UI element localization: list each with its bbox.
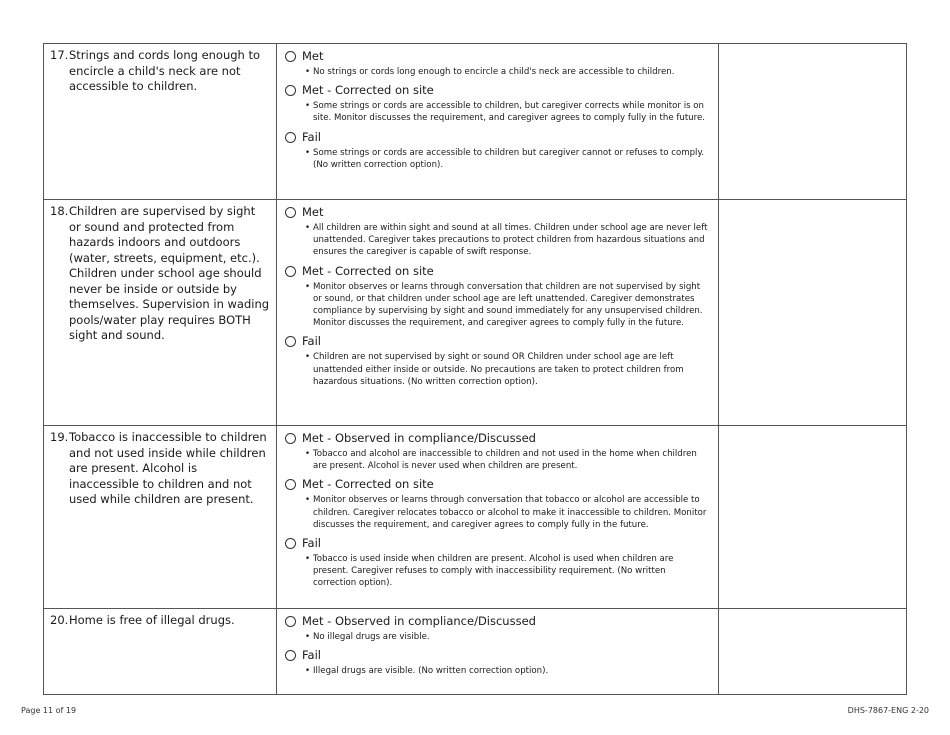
requirement-number: 19. [50, 430, 69, 444]
bullet-icon: • [305, 147, 311, 158]
bullet-icon: • [305, 101, 311, 112]
option-label: Met - Corrected on site [302, 83, 434, 98]
checklist-row [44, 44, 907, 200]
requirement-cell [44, 609, 277, 695]
bullet-icon: • [305, 352, 311, 363]
bullet-icon: • [305, 495, 311, 506]
option-label: Met [302, 205, 324, 219]
form-id: DHS-7867-ENG 2-20 [847, 706, 929, 715]
bullet-icon: • [305, 223, 311, 233]
option-fail[interactable] [285, 536, 710, 551]
options-cell [277, 609, 719, 695]
option-met-corrected[interactable] [285, 477, 710, 492]
radio-button[interactable] [285, 51, 296, 62]
bullet-icon: • [305, 449, 311, 459]
radio-button[interactable] [285, 85, 296, 96]
radio-button[interactable] [285, 479, 296, 490]
requirement-number: 17. [50, 48, 69, 62]
bullet-icon: • [305, 67, 311, 77]
option-description: • No strings or cords long enough to encircle a child's neck are accessible to children. [305, 67, 675, 77]
option-description: • Some strings or cords are accessible to children but caregiver cannot or refuses to comply. (No written correction option). [305, 147, 705, 170]
page-number: Page 11 of 19 [21, 706, 77, 715]
notes-cell[interactable] [719, 609, 907, 695]
option-description: • No illegal drugs are visible. [305, 632, 430, 642]
option-description: • Monitor observes or learns through conversation that children are not supervised by sight or sound, or that children under school age are left unattended. Caregiver demonstrates compliance by supervising by sight and sound immediately for any unsupervised children. Monitor discusses the requirement, and caregiver agrees to comply fully in the future. [305, 281, 703, 329]
requirement-text: Tobacco is inaccessible to children and not used inside while children are present. Alcohol is inaccessible to children and not used while children are present. [69, 430, 267, 506]
requirement-number: 18. [50, 204, 69, 218]
options-cell [277, 426, 719, 609]
options-cell [277, 44, 719, 200]
requirement-cell [44, 44, 277, 200]
option-met[interactable] [285, 49, 710, 64]
option-met-corrected[interactable] [285, 264, 710, 279]
radio-button[interactable] [285, 207, 296, 218]
option-description: • Tobacco and alcohol are inaccessible to children and not used in the home when children are present. Alcohol is never used when children are present. [305, 449, 697, 472]
option-label: Met - Corrected on site [302, 263, 434, 278]
radio-button[interactable] [285, 132, 296, 143]
option-description: • Monitor observes or learns through conversation that tobacco or alcohol are accessible to children. Caregiver relocates tobacco or alcohol to make it inaccessible to children. Monitor discusses the requirement, and caregiver agrees to comply fully in the future. [305, 495, 707, 530]
radio-button[interactable] [285, 650, 296, 661]
checklist-row [44, 609, 907, 695]
option-fail[interactable] [285, 648, 710, 663]
option-met-corrected[interactable] [285, 83, 710, 98]
option-met[interactable] [285, 205, 710, 220]
bullet-icon: • [305, 554, 311, 565]
option-label: Met - Observed in compliance/Discussed [302, 431, 536, 445]
option-met-observed[interactable] [285, 614, 710, 629]
option-label: Fail [302, 334, 321, 349]
option-met-observed[interactable] [285, 431, 710, 446]
option-label: Met [302, 49, 324, 63]
requirement-text: Home is free of illegal drugs. [69, 613, 235, 627]
option-label: Fail [302, 536, 321, 551]
requirement-number: 20. [50, 613, 69, 627]
radio-button[interactable] [285, 336, 296, 347]
notes-cell[interactable] [719, 426, 907, 609]
checklist-row [44, 200, 907, 426]
notes-cell[interactable] [719, 44, 907, 200]
notes-cell[interactable] [719, 200, 907, 426]
requirement-text: Strings and cords long enough to encircle a child's neck are not accessible to children. [69, 48, 261, 93]
option-label: Fail [302, 648, 321, 663]
options-cell [277, 200, 719, 426]
option-description: • Some strings or cords are accessible to children, but caregiver corrects while monitor is on site. Monitor discusses the requirement, and caregiver agrees to comply fully in the future. [305, 101, 705, 124]
radio-button[interactable] [285, 266, 296, 277]
option-description: • Illegal drugs are visible. (No written correction option). [305, 666, 549, 677]
requirement-text: Children are supervised by sight or sound and protected from hazards indoors and outdoors (water, streets, equipment, etc.). Children under school age should never be inside or outside by themselves. Supervision in wading pools/water play requires BOTH sight and sound. [69, 204, 270, 342]
radio-button[interactable] [285, 433, 296, 444]
requirement-cell [44, 200, 277, 426]
bullet-icon: • [305, 281, 311, 292]
option-label: Fail [302, 129, 321, 144]
checklist-rows [44, 44, 907, 695]
option-label: Met - Corrected on site [302, 477, 434, 492]
option-description: • Tobacco is used inside when children are present. Alcohol is used when children are present. Caregiver refuses to comply with inaccessibility requirement. (No written correction option). [305, 554, 674, 589]
bullet-icon: • [305, 666, 311, 677]
option-fail[interactable] [285, 334, 710, 349]
bullet-icon: • [305, 632, 311, 642]
option-label: Met - Observed in compliance/Discussed [302, 614, 536, 628]
radio-button[interactable] [285, 538, 296, 549]
option-description: • Children are not supervised by sight or sound OR Children under school age are left unattended either inside or outside. No precautions are taken to protect children from hazardous situations. (No written correction option). [305, 352, 684, 387]
requirement-cell [44, 426, 277, 609]
option-description: • All children are within sight and sound at all times. Children under school age are never left unattended. Caregiver takes precautions to protect children from hazardous situations and ensures the caregiver is capable of swift response. [305, 223, 708, 258]
checklist-row [44, 426, 907, 609]
option-fail[interactable] [285, 130, 710, 145]
radio-button[interactable] [285, 616, 296, 627]
checklist-table [43, 43, 907, 695]
